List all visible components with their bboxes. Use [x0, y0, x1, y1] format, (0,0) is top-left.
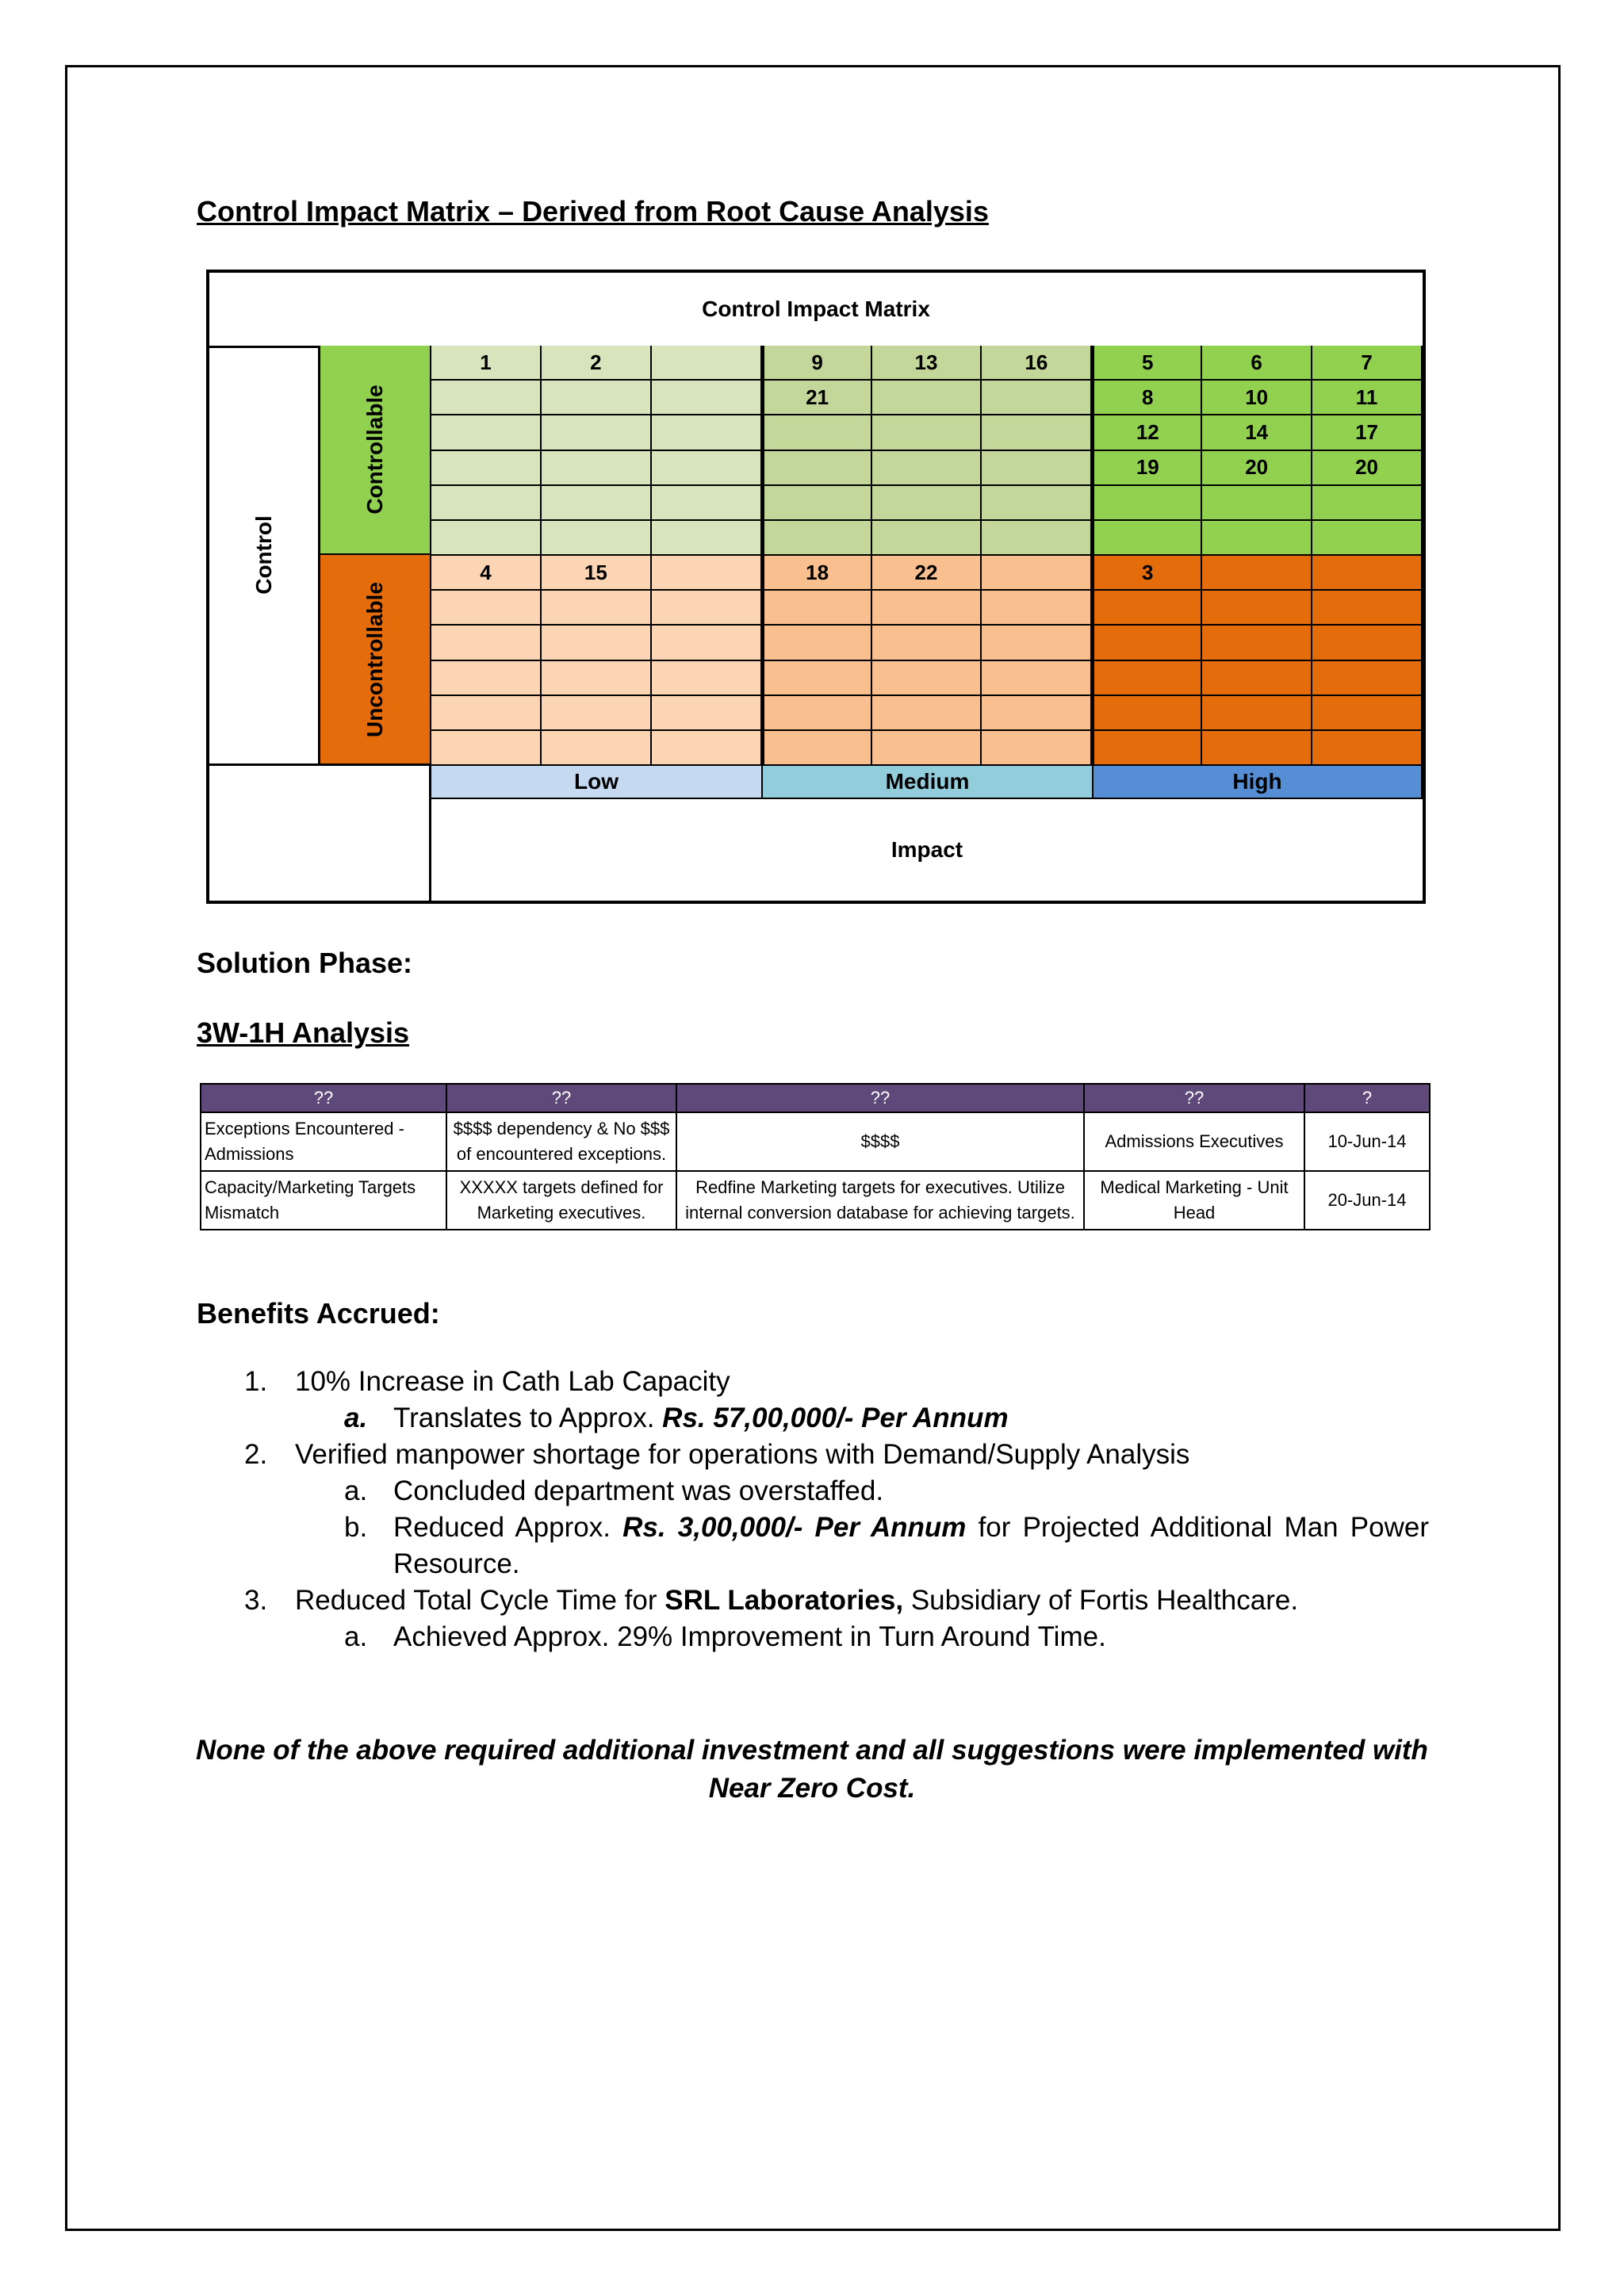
matrix-cell: [1312, 486, 1423, 521]
matrix-cell: [1312, 661, 1423, 696]
list-letter: a.: [344, 1475, 368, 1506]
analysis-table: [200, 1083, 1431, 1230]
matrix-cell: [1092, 731, 1202, 766]
matrix-cell: [1312, 731, 1423, 766]
control-axis-label-cell: [209, 346, 320, 766]
list-number: 1.: [244, 1366, 268, 1397]
matrix-grid: [431, 346, 1423, 766]
table-cell: XXXXX targets defined for Marketing executives.: [446, 1171, 676, 1230]
matrix-cell: [652, 415, 762, 450]
matrix-cell: [872, 626, 982, 660]
matrix-cell: 10: [1202, 381, 1312, 415]
list-text: Verified manpower shortage for operations with Demand/Supply Analysis: [295, 1439, 1190, 1470]
matrix-cell: [652, 696, 762, 731]
list-text-emphasis: Rs. 3,00,000/- Per Annum: [622, 1512, 967, 1543]
table-header: ??: [676, 1084, 1084, 1112]
matrix-cell: [652, 556, 762, 591]
matrix-cell: [652, 661, 762, 696]
closing-line-1: None of the above required additional investment and all suggestions were implemented with: [196, 1735, 1428, 1766]
matrix-cell: 16: [982, 346, 1092, 381]
table-row: [201, 1112, 1430, 1171]
control-impact-matrix: [206, 270, 1426, 904]
matrix-cell: 3: [1092, 556, 1202, 591]
matrix-corner-blank: [209, 766, 431, 901]
matrix-cell: [542, 696, 652, 731]
matrix-cell: [762, 521, 872, 556]
matrix-cell: [431, 521, 542, 556]
matrix-cell: [1202, 591, 1312, 626]
list-text: 10% Increase in Cath Lab Capacity: [295, 1366, 730, 1397]
list-text: Concluded department was overstaffed.: [393, 1475, 884, 1506]
matrix-cell: 1: [431, 346, 542, 381]
matrix-cell: 15: [542, 556, 652, 591]
list-text-plain: for Projected Additional Man Power: [978, 1512, 1430, 1543]
table-cell: Capacity/Marketing Targets Mismatch: [201, 1171, 446, 1230]
table-row: [201, 1171, 1430, 1230]
matrix-cell: [872, 696, 982, 731]
matrix-cell: [431, 696, 542, 731]
matrix-cell: [1312, 556, 1423, 591]
matrix-cell: [982, 556, 1092, 591]
matrix-cell: [431, 451, 542, 486]
list-text-plain: Translates to Approx.: [393, 1402, 655, 1433]
table-cell: 20-Jun-14: [1304, 1171, 1430, 1230]
matrix-cell: 6: [1202, 346, 1312, 381]
matrix-cell: [652, 486, 762, 521]
matrix-cell: [982, 626, 1092, 660]
matrix-cell: [542, 381, 652, 415]
list-text: [295, 1582, 1298, 1619]
matrix-cell: 19: [1092, 451, 1202, 486]
matrix-cell: 13: [872, 346, 982, 381]
controllable-band: [320, 346, 431, 555]
solution-phase-heading: Solution Phase:: [197, 947, 413, 979]
matrix-cell: [762, 626, 872, 660]
table-header: ??: [1084, 1084, 1304, 1112]
matrix-cell: [982, 661, 1092, 696]
matrix-cell: [982, 381, 1092, 415]
matrix-cell: [762, 731, 872, 766]
impact-high: High: [1094, 766, 1423, 799]
matrix-cell: [872, 486, 982, 521]
matrix-cell: [1202, 556, 1312, 591]
list-text: [393, 1400, 1009, 1437]
matrix-cell: [872, 591, 982, 626]
matrix-title: Control Impact Matrix: [209, 273, 1423, 348]
matrix-cell: [431, 381, 542, 415]
table-header: ??: [446, 1084, 676, 1112]
matrix-cell: [542, 591, 652, 626]
list-number: 3.: [244, 1585, 268, 1616]
matrix-cell: [542, 731, 652, 766]
matrix-cell: [872, 731, 982, 766]
matrix-cell: 20: [1312, 451, 1423, 486]
matrix-cell: [872, 381, 982, 415]
list-text: Resource.: [393, 1548, 520, 1579]
matrix-cell: [762, 696, 872, 731]
list-text-plain: Subsidiary of Fortis Healthcare.: [910, 1585, 1299, 1616]
matrix-cell: 12: [1092, 415, 1202, 450]
list-text-plain: Reduced Total Cycle Time for: [295, 1585, 657, 1616]
matrix-cell: [1092, 696, 1202, 731]
matrix-cell: [1312, 696, 1423, 731]
matrix-cell: [542, 626, 652, 660]
matrix-cell: [1092, 486, 1202, 521]
matrix-cell: 22: [872, 556, 982, 591]
matrix-cell: [1092, 521, 1202, 556]
matrix-cell: [542, 451, 652, 486]
matrix-cell: [762, 661, 872, 696]
matrix-cell: 14: [1202, 415, 1312, 450]
table-header: ?: [1304, 1084, 1430, 1112]
uncontrollable-label: Uncontrollable: [362, 581, 387, 737]
closing-line-2: Near Zero Cost.: [708, 1773, 916, 1804]
matrix-cell: [652, 451, 762, 486]
impact-medium: Medium: [763, 766, 1094, 799]
matrix-cell: [431, 591, 542, 626]
matrix-cell: 5: [1092, 346, 1202, 381]
matrix-cell: [982, 415, 1092, 450]
table-cell: Exceptions Encountered - Admissions: [201, 1112, 446, 1171]
matrix-cell: [652, 591, 762, 626]
table-cell: $$$$: [676, 1112, 1084, 1171]
matrix-cell: 8: [1092, 381, 1202, 415]
control-axis-label: Control: [251, 515, 276, 595]
matrix-cell: 21: [762, 381, 872, 415]
table-cell: Medical Marketing - Unit Head: [1084, 1171, 1304, 1230]
matrix-cell: [542, 521, 652, 556]
matrix-cell: [431, 626, 542, 660]
matrix-cell: 20: [1202, 451, 1312, 486]
matrix-cell: [431, 415, 542, 450]
matrix-cell: [431, 731, 542, 766]
table-header-row: [201, 1084, 1430, 1112]
matrix-cell: [1202, 731, 1312, 766]
matrix-cell: 11: [1312, 381, 1423, 415]
matrix-cell: [542, 486, 652, 521]
matrix-cell: [652, 731, 762, 766]
matrix-cell: [652, 521, 762, 556]
table-header: ??: [201, 1084, 446, 1112]
matrix-cell: [1092, 591, 1202, 626]
benefits-heading: Benefits Accrued:: [197, 1297, 440, 1330]
list-letter: a.: [344, 1402, 368, 1433]
matrix-cell: [762, 591, 872, 626]
matrix-cell: [872, 451, 982, 486]
matrix-cell: [982, 521, 1092, 556]
matrix-cell: 2: [542, 346, 652, 381]
matrix-cell: 7: [1312, 346, 1423, 381]
closing-statement: [159, 1732, 1465, 1808]
matrix-cell: [982, 486, 1092, 521]
list-letter: a.: [344, 1621, 368, 1652]
matrix-cell: [1312, 521, 1423, 556]
matrix-cell: [1092, 626, 1202, 660]
matrix-cell: [1202, 486, 1312, 521]
matrix-cell: [872, 521, 982, 556]
matrix-cell: [762, 451, 872, 486]
matrix-cell: [1202, 521, 1312, 556]
analysis-heading: 3W-1H Analysis: [197, 1016, 410, 1049]
list-text-plain: Reduced Approx.: [393, 1512, 611, 1543]
matrix-cell: [982, 591, 1092, 626]
matrix-cell: [652, 626, 762, 660]
matrix-cell: [872, 661, 982, 696]
matrix-cell: [1202, 661, 1312, 696]
matrix-cell: [872, 415, 982, 450]
list-text: Achieved Approx. 29% Improvement in Turn Around Time.: [393, 1621, 1106, 1652]
list-text-emphasis: Rs. 57,00,000/- Per Annum: [662, 1402, 1009, 1433]
matrix-cell: [542, 661, 652, 696]
table-cell: Admissions Executives: [1084, 1112, 1304, 1171]
matrix-cell: [982, 451, 1092, 486]
table-cell: Redfine Marketing targets for executives. Utilize internal conversion database for achieving targets.: [676, 1171, 1084, 1230]
matrix-cell: [1202, 626, 1312, 660]
matrix-cell: 18: [762, 556, 872, 591]
matrix-cell: [1202, 696, 1312, 731]
uncontrollable-band: [320, 555, 431, 766]
list-letter: b.: [344, 1512, 368, 1543]
matrix-cell: 4: [431, 556, 542, 591]
matrix-cell: [1312, 591, 1423, 626]
matrix-cell: [652, 346, 762, 381]
impact-axis-label: Impact: [891, 837, 963, 862]
matrix-cell: 9: [762, 346, 872, 381]
impact-low: Low: [431, 766, 763, 799]
list-number: 2.: [244, 1439, 268, 1470]
matrix-cell: [762, 415, 872, 450]
matrix-cell: [1312, 626, 1423, 660]
controllable-label: Controllable: [362, 385, 387, 515]
table-cell: 10-Jun-14: [1304, 1112, 1430, 1171]
matrix-cell: [982, 731, 1092, 766]
list-text-emphasis: SRL Laboratories,: [665, 1585, 904, 1616]
matrix-cell: [1092, 661, 1202, 696]
matrix-cell: [542, 415, 652, 450]
matrix-cell: [982, 696, 1092, 731]
list-text: [393, 1510, 1429, 1546]
matrix-cell: [762, 486, 872, 521]
page-title: Control Impact Matrix – Derived from Root Cause Analysis: [197, 195, 989, 228]
matrix-cell: [652, 381, 762, 415]
matrix-cell: 17: [1312, 415, 1423, 450]
matrix-cell: [431, 486, 542, 521]
matrix-cell: [431, 661, 542, 696]
table-cell: $$$$ dependency & No $$$ of encountered exceptions.: [446, 1112, 676, 1171]
